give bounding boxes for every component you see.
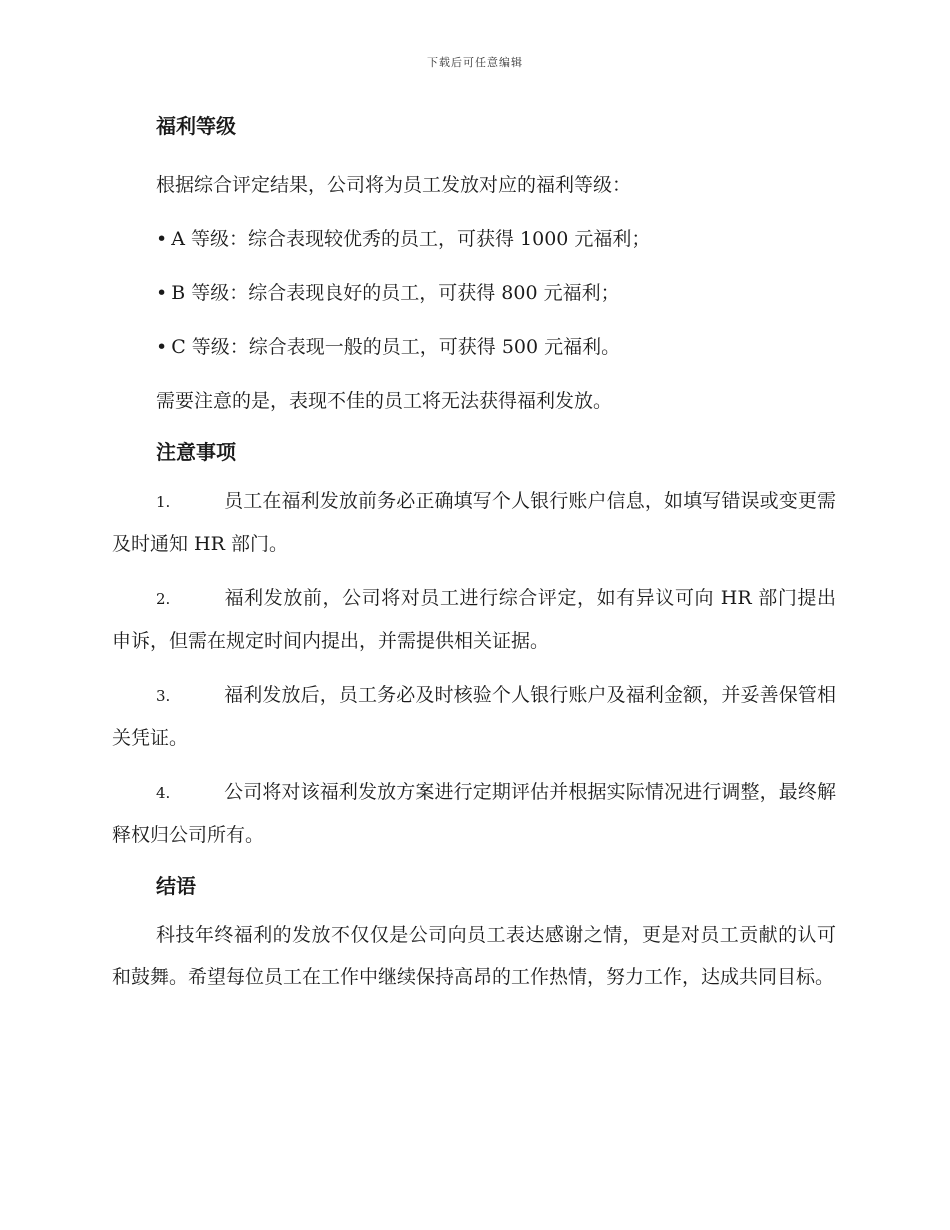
bullet-item <box>112 272 836 314</box>
numbered-item <box>112 577 836 662</box>
document-body <box>112 110 836 998</box>
item-number: 4. <box>156 784 171 802</box>
bullet-text: A 等级：综合表现较优秀的员工，可获得 1000 元福利； <box>171 228 651 250</box>
item-text: 员工在福利发放前务必正确填写个人银行账户信息，如填写错误或变更需及时通知 HR 部门。 <box>112 490 836 555</box>
item-number: 2. <box>156 590 171 608</box>
bullet-dot-icon: • <box>156 282 168 304</box>
numbered-item <box>112 771 836 856</box>
item-number: 1. <box>156 493 171 511</box>
benefit-levels-intro: 根据综合评定结果，公司将为员工发放对应的福利等级： <box>156 174 632 196</box>
benefit-levels-note: 需要注意的是，表现不佳的员工将无法获得福利发放。 <box>156 390 613 412</box>
numbered-item <box>112 674 836 759</box>
item-number: 3. <box>156 687 171 705</box>
header-note: 下载后可任意编辑 <box>427 56 523 69</box>
bullet-dot-icon: • <box>156 228 168 250</box>
section-heading-conclusion: 结语 <box>156 874 196 898</box>
numbered-item <box>112 480 836 565</box>
bullet-text: B 等级：综合表现良好的员工，可获得 800 元福利； <box>171 282 620 304</box>
bullet-text: C 等级：综合表现一般的员工，可获得 500 元福利。 <box>171 336 621 358</box>
section-heading-benefit-levels: 福利等级 <box>156 114 236 138</box>
item-text: 福利发放后，员工务必及时核验个人银行账户及福利金额，并妥善保管相关凭证。 <box>112 684 836 749</box>
bullet-item <box>112 326 836 368</box>
section-heading-notices: 注意事项 <box>156 440 236 464</box>
conclusion-text: 科技年终福利的发放不仅仅是公司向员工表达感谢之情，更是对员工贡献的认可和鼓舞。希望每位员工在工作中继续保持高昂的工作热情，努力工作，达成共同目标。 <box>112 924 836 988</box>
item-text: 公司将对该福利发放方案进行定期评估并根据实际情况进行调整，最终解释权归公司所有。 <box>112 781 836 846</box>
item-text: 福利发放前，公司将对员工进行综合评定，如有异议可向 HR 部门提出申诉，但需在规定时间内提出，并需提供相关证据。 <box>112 587 836 652</box>
bullet-dot-icon: • <box>156 336 168 358</box>
bullet-item <box>112 218 836 260</box>
